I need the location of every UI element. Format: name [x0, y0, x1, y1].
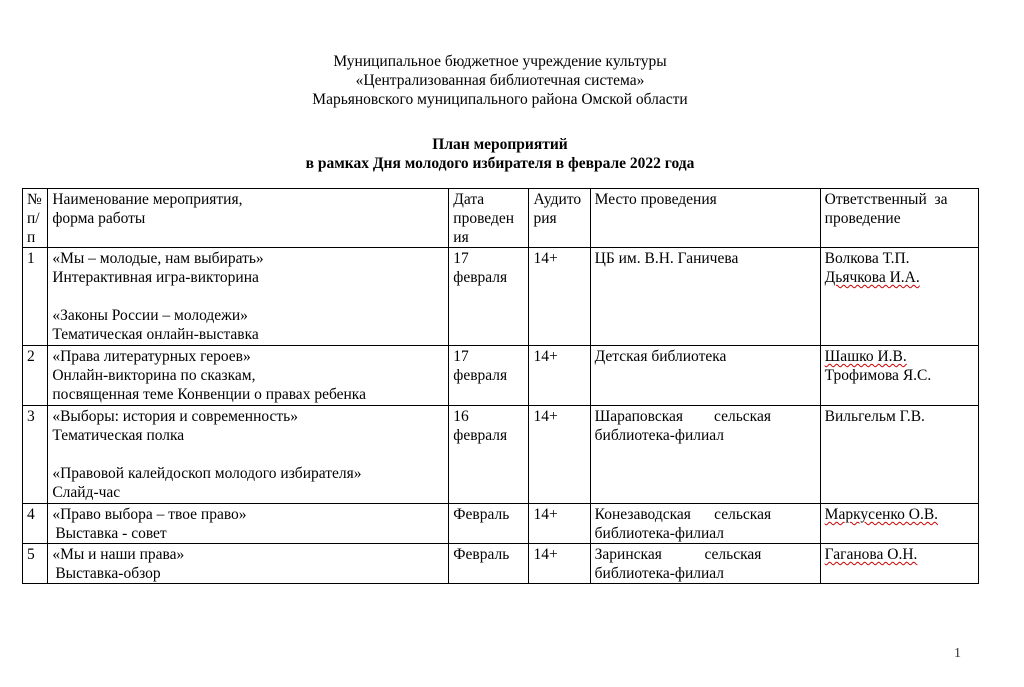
table-header-row: [23, 189, 979, 248]
header-cell-name: Наименование мероприятия, форма работы: [48, 189, 449, 248]
header-library-system-line: «Централизованная библиотечная система»: [355, 72, 645, 89]
event-form: Выставка - совет: [55, 525, 167, 542]
row-audience: 14+: [529, 544, 590, 584]
row-date: Февраль: [449, 504, 529, 544]
row-audience: 14+: [529, 346, 590, 406]
document-header: [0, 52, 1000, 109]
header-cell-place: Место проведения: [590, 189, 820, 248]
row-date: 17 февраля: [449, 248, 529, 346]
row-date: 16 февраля: [449, 406, 529, 504]
header-cell-audience: Аудито рия: [529, 189, 590, 248]
row-place: Конезаводская сельская библиотека-филиал: [590, 504, 820, 544]
title-line-2: в рамках Дня молодого избирателя в феврале 2022 года: [305, 155, 695, 172]
table-row: [23, 248, 979, 346]
row-events: [48, 544, 449, 584]
event-form: Онлайн-викторина по сказкам,: [52, 367, 256, 384]
event-form: посвященная теме Конвенции о правах ребенка: [52, 386, 366, 403]
document-title: [0, 135, 1000, 173]
events-plan-table: [22, 188, 979, 584]
row-events: [48, 346, 449, 406]
row-number: 3: [23, 406, 48, 504]
row-audience: 14+: [529, 504, 590, 544]
event-form: Выставка-обзор: [55, 565, 161, 582]
table-row: [23, 346, 979, 406]
event-title: «Право выбора – твое право»: [52, 506, 247, 523]
row-responsible: Гаганова О.Н.: [820, 544, 978, 584]
event-title: «Права литературных героев»: [52, 348, 251, 365]
page-number: 1: [954, 646, 961, 661]
row-place: Шараповская сельская библиотека-филиал: [590, 406, 820, 504]
header-cell-responsible: Ответственный за проведение: [820, 189, 978, 248]
event-title: «Законы России – молодежи»: [52, 307, 248, 324]
row-audience: 14+: [529, 406, 590, 504]
row-responsible: Вильгельм Г.В.: [820, 406, 978, 504]
row-place: Детская библиотека: [590, 346, 820, 406]
row-place: ЦБ им. В.Н. Ганичева: [590, 248, 820, 346]
header-cell-date: Дата проведен ия: [449, 189, 529, 248]
row-audience: 14+: [529, 248, 590, 346]
header-cell-number: № п/ п: [23, 189, 48, 248]
event-title: «Мы и наши права»: [52, 546, 185, 563]
event-title: «Правовой калейдоскоп молодого избирателя»: [52, 465, 362, 482]
row-number: 2: [23, 346, 48, 406]
row-responsible: Маркусенко О.В.: [820, 504, 978, 544]
title-line-1: План мероприятий: [432, 136, 568, 153]
event-form: Тематическая онлайн-выставка: [52, 326, 259, 343]
event-form: Тематическая полка: [52, 427, 185, 444]
row-number: 4: [23, 504, 48, 544]
header-institution-line: Муниципальное бюджетное учреждение культуры: [333, 53, 667, 70]
row-responsible: Шашко И.В. Трофимова Я.С.: [820, 346, 978, 406]
table-row: [23, 504, 979, 544]
event-title: «Мы – молодые, нам выбирать»: [52, 250, 264, 267]
row-number: 5: [23, 544, 48, 584]
row-place: Заринская сельская библиотека-филиал: [590, 544, 820, 584]
event-form: Интерактивная игра-викторина: [52, 269, 259, 286]
row-events: [48, 504, 449, 544]
row-events: [48, 406, 449, 504]
table-row: [23, 406, 979, 504]
row-date: 17 февраля: [449, 346, 529, 406]
header-district-line: Марьяновского муниципального района Омской области: [312, 91, 688, 108]
row-responsible: Волкова Т.П. Дьячкова И.А.: [820, 248, 978, 346]
table-row: [23, 544, 979, 584]
row-date: Февраль: [449, 544, 529, 584]
event-form: Слайд-час: [52, 484, 121, 501]
row-number: 1: [23, 248, 48, 346]
row-events: [48, 248, 449, 346]
event-title: «Выборы: история и современность»: [52, 408, 298, 425]
